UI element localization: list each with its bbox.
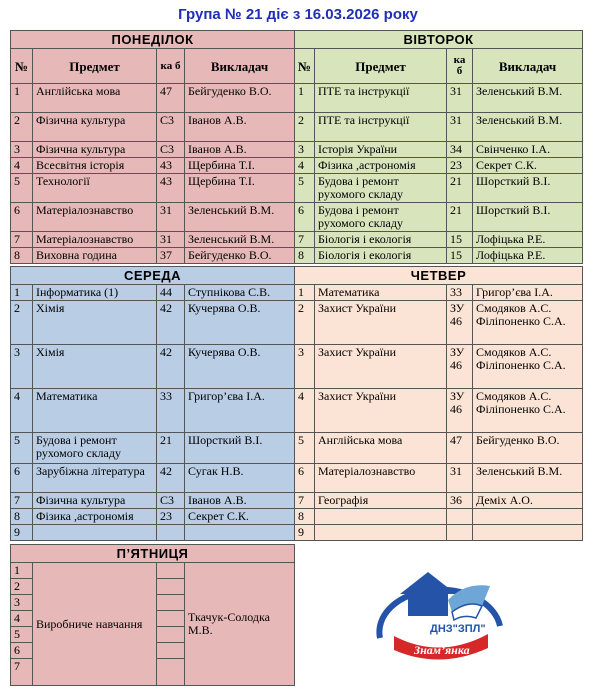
- lesson-teacher: Секрет С.К.: [185, 509, 295, 525]
- lesson-subject: Матеріалознавство: [33, 232, 157, 248]
- lesson-row: [11, 248, 295, 264]
- lesson-row: [11, 345, 295, 389]
- lesson-row: [295, 464, 583, 493]
- lesson-cabinet: 15: [447, 248, 473, 264]
- lesson-teacher: Сугак Н.В.: [185, 464, 295, 493]
- lesson-cabinet: 31: [157, 232, 185, 248]
- lesson-cabinet: 31: [447, 113, 473, 142]
- lesson-row: [295, 232, 583, 248]
- lesson-teacher: [473, 509, 583, 525]
- lesson-number: 6: [11, 203, 33, 232]
- lesson-number: 8: [295, 509, 315, 525]
- lesson-cabinet: 42: [157, 464, 185, 493]
- lesson-number: 7: [11, 232, 33, 248]
- lesson-cabinet: 43: [157, 174, 185, 203]
- lesson-subject: Захист України: [315, 345, 447, 389]
- lesson-teacher: Ткачук-Солодка М.В.: [185, 563, 295, 686]
- lesson-row: [11, 389, 295, 433]
- lesson-subject: ПТЕ та інструкції: [315, 113, 447, 142]
- lesson-subject: Будова і ремонт рухомого складу: [315, 174, 447, 203]
- header-cab: ка б: [157, 49, 185, 84]
- lesson-number: 2: [295, 113, 315, 142]
- header-num: №: [11, 49, 33, 84]
- lesson-row: [11, 301, 295, 345]
- lesson-subject: Фізична культура: [33, 113, 157, 142]
- lesson-cabinet: 23: [447, 158, 473, 174]
- lesson-subject: [315, 509, 447, 525]
- lesson-cabinet: [157, 643, 185, 659]
- lesson-teacher: Іванов А.В.: [185, 142, 295, 158]
- lesson-row: [11, 433, 295, 464]
- lesson-cabinet: 33: [447, 285, 473, 301]
- monday-table: [10, 30, 295, 264]
- lesson-cabinet: 42: [157, 345, 185, 389]
- lesson-number: 5: [11, 174, 33, 203]
- day-title-friday: П’ЯТНИЦЯ: [11, 545, 295, 563]
- lesson-teacher: Деміх А.О.: [473, 493, 583, 509]
- lesson-number: 4: [11, 389, 33, 433]
- lesson-cabinet: С3: [157, 493, 185, 509]
- lesson-cabinet: 31: [157, 203, 185, 232]
- lesson-teacher: [473, 525, 583, 541]
- lesson-number: 3: [295, 142, 315, 158]
- lesson-number: 2: [295, 301, 315, 345]
- lesson-subject: Захист України: [315, 389, 447, 433]
- lesson-number: 2: [11, 113, 33, 142]
- lesson-subject: Зарубіжна література: [33, 464, 157, 493]
- header-subject: Предмет: [315, 49, 447, 84]
- lesson-row: [295, 174, 583, 203]
- lesson-row: [295, 525, 583, 541]
- lesson-teacher: Шорсткий В.І.: [473, 203, 583, 232]
- lesson-teacher: Зеленський В.М.: [473, 113, 583, 142]
- lesson-subject: Біологія і екологія: [315, 232, 447, 248]
- lesson-teacher: Лофіцька Р.Е.: [473, 232, 583, 248]
- lesson-teacher: Щербина Т.І.: [185, 158, 295, 174]
- lesson-subject: Будова і ремонт рухомого складу: [33, 433, 157, 464]
- lesson-subject: Англійська мова: [33, 84, 157, 113]
- lesson-cabinet: ЗУ 46: [447, 389, 473, 433]
- lesson-row: [295, 158, 583, 174]
- lesson-subject: Англійська мова: [315, 433, 447, 464]
- lesson-number: 6: [295, 203, 315, 232]
- lesson-teacher: Зеленський В.М.: [473, 84, 583, 113]
- lesson-number: 1: [11, 84, 33, 113]
- lesson-number: 4: [11, 611, 33, 627]
- lesson-teacher: Бейгуденко В.О.: [185, 248, 295, 264]
- lesson-row: [295, 113, 583, 142]
- lesson-subject: Матеріалознавство: [33, 203, 157, 232]
- lesson-cabinet: С3: [157, 113, 185, 142]
- lesson-teacher: Іванов А.В.: [185, 493, 295, 509]
- lesson-subject: Географія: [315, 493, 447, 509]
- lesson-number: 6: [295, 464, 315, 493]
- lesson-row: [11, 525, 295, 541]
- wednesday-table: [10, 266, 295, 541]
- schedule-title: Група № 21 діє з 16.03.2026 року: [178, 6, 418, 23]
- lesson-row: [295, 433, 583, 464]
- lesson-row: [295, 345, 583, 389]
- lesson-number: 4: [295, 158, 315, 174]
- lesson-teacher: Шорсткий В.І.: [473, 174, 583, 203]
- logo-text-bottom: Знам’янка: [414, 643, 470, 657]
- lesson-subject: Біологія і екологія: [315, 248, 447, 264]
- lesson-subject: Фізична культура: [33, 142, 157, 158]
- lesson-cabinet: [157, 611, 185, 627]
- day-title-wednesday: СЕРЕДА: [11, 267, 295, 285]
- lesson-teacher: Ступнікова С.В.: [185, 285, 295, 301]
- lesson-number: 1: [11, 285, 33, 301]
- day-title-monday: ПОНЕДІЛОК: [11, 31, 295, 49]
- lesson-teacher: Секрет С.К.: [473, 158, 583, 174]
- header-teacher: Викладач: [473, 49, 583, 84]
- lesson-subject: Всесвітня історія: [33, 158, 157, 174]
- lesson-row: [295, 285, 583, 301]
- lesson-number: 9: [295, 525, 315, 541]
- lesson-number: 3: [11, 142, 33, 158]
- lesson-number: 6: [11, 643, 33, 659]
- lesson-number: 5: [11, 627, 33, 643]
- lesson-cabinet: 44: [157, 285, 185, 301]
- lesson-cabinet: 47: [447, 433, 473, 464]
- lesson-teacher: Бейгуденко В.О.: [473, 433, 583, 464]
- lesson-cabinet: 23: [157, 509, 185, 525]
- lesson-teacher: Іванов А.В.: [185, 113, 295, 142]
- lesson-cabinet: [157, 595, 185, 611]
- lesson-teacher: Шорсткий В.І.: [185, 433, 295, 464]
- lesson-cabinet: [157, 627, 185, 643]
- lesson-subject: Математика: [315, 285, 447, 301]
- lesson-teacher: Зеленський В.М.: [185, 232, 295, 248]
- lesson-teacher: Лофіцька Р.Е.: [473, 248, 583, 264]
- header-num: №: [295, 49, 315, 84]
- lesson-number: 4: [295, 389, 315, 433]
- lesson-teacher: Бейгуденко В.О.: [185, 84, 295, 113]
- lesson-number: 7: [295, 493, 315, 509]
- lesson-row: [11, 142, 295, 158]
- lesson-number: 2: [11, 301, 33, 345]
- lesson-number: 5: [295, 174, 315, 203]
- logo-building: [408, 594, 448, 616]
- friday-table: [10, 544, 295, 686]
- lesson-number: 2: [11, 579, 33, 595]
- school-logo: [370, 560, 510, 670]
- lesson-cabinet: 21: [447, 174, 473, 203]
- lesson-row: [11, 113, 295, 142]
- lesson-cabinet: [447, 509, 473, 525]
- lesson-row: [11, 174, 295, 203]
- lesson-cabinet: 43: [157, 158, 185, 174]
- lesson-cabinet: 21: [157, 433, 185, 464]
- lesson-subject: Математика: [33, 389, 157, 433]
- lesson-cabinet: [157, 659, 185, 686]
- day-title-thursday: ЧЕТВЕР: [295, 267, 583, 285]
- lesson-subject: Фізична культура: [33, 493, 157, 509]
- lesson-cabinet: 33: [157, 389, 185, 433]
- lesson-row: [295, 248, 583, 264]
- lesson-cabinet: [157, 525, 185, 541]
- lesson-cabinet: [447, 525, 473, 541]
- lesson-subject: Хімія: [33, 345, 157, 389]
- lesson-cabinet: 37: [157, 248, 185, 264]
- lesson-cabinet: 31: [447, 464, 473, 493]
- lesson-row: [295, 389, 583, 433]
- lesson-row: [11, 285, 295, 301]
- lesson-number: 7: [295, 232, 315, 248]
- lesson-cabinet: ЗУ 46: [447, 301, 473, 345]
- lesson-number: 1: [11, 563, 33, 579]
- lesson-number: 6: [11, 464, 33, 493]
- lesson-teacher: [185, 525, 295, 541]
- lesson-row: [11, 493, 295, 509]
- header-teacher: Викладач: [185, 49, 295, 84]
- lesson-teacher: Григор’єва І.А.: [473, 285, 583, 301]
- lesson-row: [295, 142, 583, 158]
- lesson-cabinet: С3: [157, 142, 185, 158]
- tuesday-table: [294, 30, 583, 264]
- logo-roof: [400, 572, 456, 594]
- lesson-row: [11, 84, 295, 113]
- lesson-row: [295, 493, 583, 509]
- lesson-number: 9: [11, 525, 33, 541]
- lesson-cabinet: [157, 563, 185, 579]
- logo-text-top: ДНЗ"ЗПЛ": [430, 623, 486, 635]
- lesson-cabinet: [157, 579, 185, 595]
- lesson-subject: Історія України: [315, 142, 447, 158]
- lesson-number: 1: [295, 84, 315, 113]
- lesson-number: 1: [295, 285, 315, 301]
- lesson-number: 7: [11, 659, 33, 686]
- lesson-row: [11, 203, 295, 232]
- lesson-cabinet: 31: [447, 84, 473, 113]
- lesson-cabinet: 47: [157, 84, 185, 113]
- lesson-teacher: Смодяков А.С. Філіпоненко С.А.: [473, 301, 583, 345]
- lesson-cabinet: 15: [447, 232, 473, 248]
- lesson-row: [295, 203, 583, 232]
- lesson-row: [11, 464, 295, 493]
- lesson-teacher: Смодяков А.С. Філіпоненко С.А.: [473, 345, 583, 389]
- lesson-subject: [315, 525, 447, 541]
- lesson-number: 5: [11, 433, 33, 464]
- lesson-cabinet: 34: [447, 142, 473, 158]
- lesson-teacher: Кучерява О.В.: [185, 301, 295, 345]
- lesson-teacher: Щербина Т.І.: [185, 174, 295, 203]
- lesson-cabinet: 42: [157, 301, 185, 345]
- lesson-row: [295, 84, 583, 113]
- lesson-number: 7: [11, 493, 33, 509]
- lesson-subject: ПТЕ та інструкції: [315, 84, 447, 113]
- lesson-row: [11, 563, 295, 579]
- lesson-teacher: Зеленський В.М.: [185, 203, 295, 232]
- lesson-number: 5: [295, 433, 315, 464]
- lesson-row: [295, 509, 583, 525]
- lesson-row: [11, 232, 295, 248]
- lesson-subject: Виробниче навчання: [33, 563, 157, 686]
- lesson-teacher: Смодяков А.С. Філіпоненко С.А.: [473, 389, 583, 433]
- lesson-cabinet: 36: [447, 493, 473, 509]
- lesson-subject: Інформатика (1): [33, 285, 157, 301]
- lesson-subject: Виховна година: [33, 248, 157, 264]
- lesson-number: 3: [11, 345, 33, 389]
- lesson-subject: Матеріалознавство: [315, 464, 447, 493]
- lesson-subject: Фізика ,астрономія: [33, 509, 157, 525]
- header-cab: ка б: [447, 49, 473, 84]
- lesson-subject: Хімія: [33, 301, 157, 345]
- lesson-subject: Будова і ремонт рухомого складу: [315, 203, 447, 232]
- lesson-teacher: Зеленський В.М.: [473, 464, 583, 493]
- lesson-row: [295, 301, 583, 345]
- lesson-row: [11, 509, 295, 525]
- lesson-cabinet: 21: [447, 203, 473, 232]
- lesson-subject: Фізика ,астрономія: [315, 158, 447, 174]
- lesson-subject: Технології: [33, 174, 157, 203]
- thursday-table: [294, 266, 583, 541]
- lesson-number: 8: [11, 509, 33, 525]
- lesson-number: 3: [295, 345, 315, 389]
- lesson-subject: [33, 525, 157, 541]
- lesson-number: 8: [11, 248, 33, 264]
- lesson-number: 4: [11, 158, 33, 174]
- lesson-number: 3: [11, 595, 33, 611]
- lesson-cabinet: ЗУ 46: [447, 345, 473, 389]
- lesson-teacher: Кучерява О.В.: [185, 345, 295, 389]
- lesson-teacher: Григор’єва І.А.: [185, 389, 295, 433]
- header-subject: Предмет: [33, 49, 157, 84]
- lesson-teacher: Свінченко І.А.: [473, 142, 583, 158]
- lesson-subject: Захист України: [315, 301, 447, 345]
- lesson-number: 8: [295, 248, 315, 264]
- lesson-row: [11, 158, 295, 174]
- day-title-tuesday: ВІВТОРОК: [295, 31, 583, 49]
